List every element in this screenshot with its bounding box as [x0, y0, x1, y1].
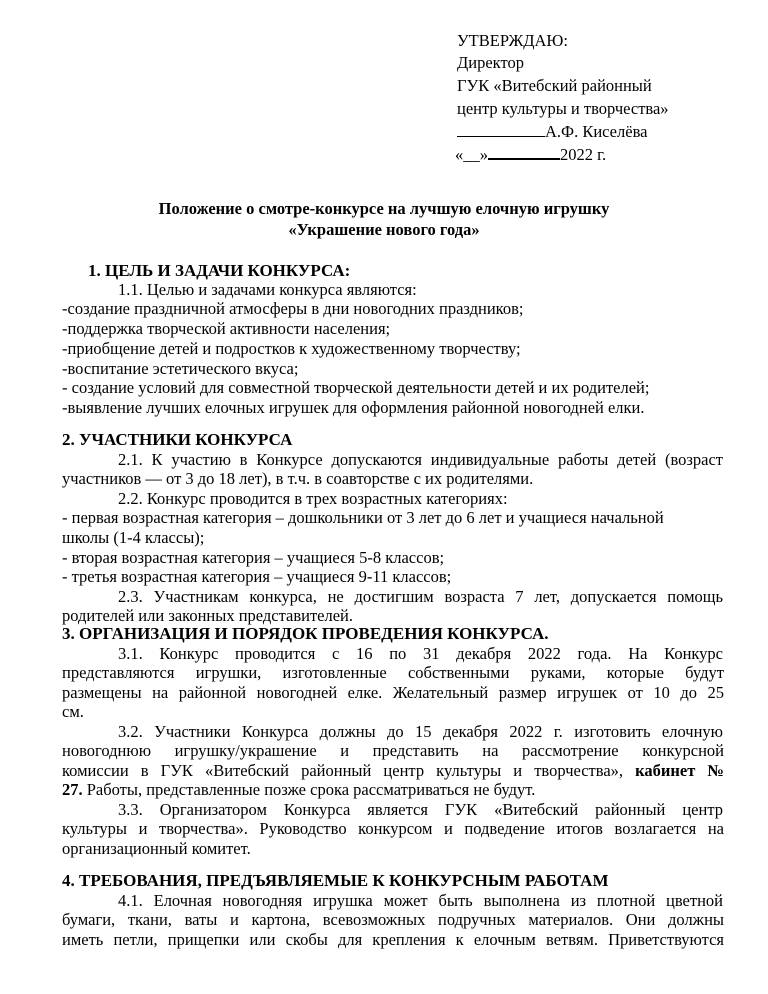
document-title-line2: «Украшение нового года» [288, 220, 480, 239]
approval-position: Директор [457, 53, 524, 72]
section1-item3: -приобщение детей и подростков к художественному творчеству; [62, 339, 521, 358]
approval-org-line1: ГУК «Витебский районный [457, 76, 652, 95]
section3-p1-line1: 3.1. Конкурс проводится с 16 по 31 декабря 2022 года. На Конкурс [118, 644, 723, 663]
section3-p2-line4 [62, 779, 724, 800]
section1-item5: - создание условий для совместной творческой деятельности детей и их родителей; [62, 378, 650, 397]
approval-date-year: 2022 г. [560, 145, 607, 164]
cabinet-label: кабинет № [635, 761, 724, 780]
section3-p1-line2: представляются игрушки, изготовленные собственными руками, которые будут [62, 663, 724, 682]
section3-p3-line1: 3.3. Организатором Конкурса является ГУК «Витебский районный центр [118, 800, 723, 819]
date-line [488, 144, 560, 160]
section3-p2-line3 [62, 760, 724, 781]
section3-p1-line3: размещены на районной новогодней елке. Желательный размер игрушек от 10 до 25 [62, 683, 724, 702]
section3-p3-line2: культуры и творчества». Руководство конкурсом и подведение итогов возлагается на [62, 819, 724, 838]
section1-item6: -выявление лучших елочных игрушек для оформления районной новогодней елки. [62, 398, 645, 417]
section3-p2-line2: новогоднюю игрушку/украшение и представить на рассмотрение конкурсной [62, 741, 724, 760]
section3-p3-line3: организационный комитет. [62, 839, 251, 858]
section2-category2: - вторая возрастная категория – учащиеся 5-8 классов; [62, 548, 445, 567]
section2-category1-line2: школы (1-4 классы); [62, 528, 205, 547]
approval-date-day: «__» [455, 145, 488, 164]
section4-p1-line1: 4.1. Елочная новогодняя игрушка может быть выполнена из плотной цветной [118, 891, 723, 910]
section4-p1-line3: иметь петли, прищепки или скобы для крепления к елочным ветвям. Приветствуются [62, 930, 724, 949]
section2-p2: 2.2. Конкурс проводится в трех возрастных категориях: [118, 489, 508, 508]
section3-heading: 3. ОРГАНИЗАЦИЯ И ПОРЯДОК ПРОВЕДЕНИЯ КОНКУРСА. [62, 624, 549, 643]
approval-date [455, 144, 606, 166]
section4-p1-line2: бумаги, ткани, ваты и картона, всевозможных подручных материалов. Они должны [62, 910, 724, 929]
document-title-line1: Положение о смотре-конкурсе на лучшую елочную игрушку [158, 199, 610, 218]
section4-heading: 4. ТРЕБОВАНИЯ, ПРЕДЪЯВЛЯЕМЫЕ К КОНКУРСНЫМ РАБОТАМ [62, 871, 609, 890]
cabinet-number: 27. [62, 780, 83, 799]
approval-signer: А.Ф. Киселёва [545, 122, 648, 141]
section2-category1-line1: - первая возрастная категория – дошкольники от 3 лет до 6 лет и учащиеся начальной [62, 508, 664, 527]
section3-p2-line4-text: Работы, представленные позже срока рассматриваться не будут. [82, 780, 536, 799]
approval-org-line2: центр культуры и творчества» [457, 99, 669, 118]
section3-p2-line3-text: комиссии в ГУК «Витебский районный центр культуры и творчества», [62, 761, 624, 780]
section2-heading: 2. УЧАСТНИКИ КОНКУРСА [62, 430, 293, 449]
section1-item1: -создание праздничной атмосферы в дни новогодних праздников; [62, 299, 524, 318]
section3-p2-line1: 3.2. Участники Конкурса должны до 15 декабря 2022 г. изготовить елочную [118, 722, 723, 741]
section1-item4: -воспитание эстетического вкуса; [62, 359, 299, 378]
section2-p3-line2: родителей или законных представителей. [62, 606, 354, 625]
section1-p1: 1.1. Целью и задачами конкурса являются: [118, 280, 417, 299]
approval-signature [457, 121, 647, 143]
section2-p1-line1: 2.1. К участию в Конкурсе допускаются индивидуальные работы детей (возраст [118, 450, 723, 469]
signature-line [457, 122, 545, 137]
section1-item2: -поддержка творческой активности населения; [62, 319, 391, 338]
section1-heading: 1. ЦЕЛЬ И ЗАДАЧИ КОНКУРСА: [88, 261, 351, 280]
section2-p1-line2: участников — от 3 до 18 лет), в т.ч. в соавторстве с их родителями. [62, 469, 534, 488]
approval-title: УТВЕРЖДАЮ: [457, 31, 568, 50]
section3-p1-line4: см. [62, 702, 84, 721]
section2-category3: - третья возрастная категория – учащиеся 9-11 классов; [62, 567, 452, 586]
section2-p3-line1: 2.3. Участникам конкурса, не достигшим возраста 7 лет, допускается помощь [118, 587, 723, 606]
